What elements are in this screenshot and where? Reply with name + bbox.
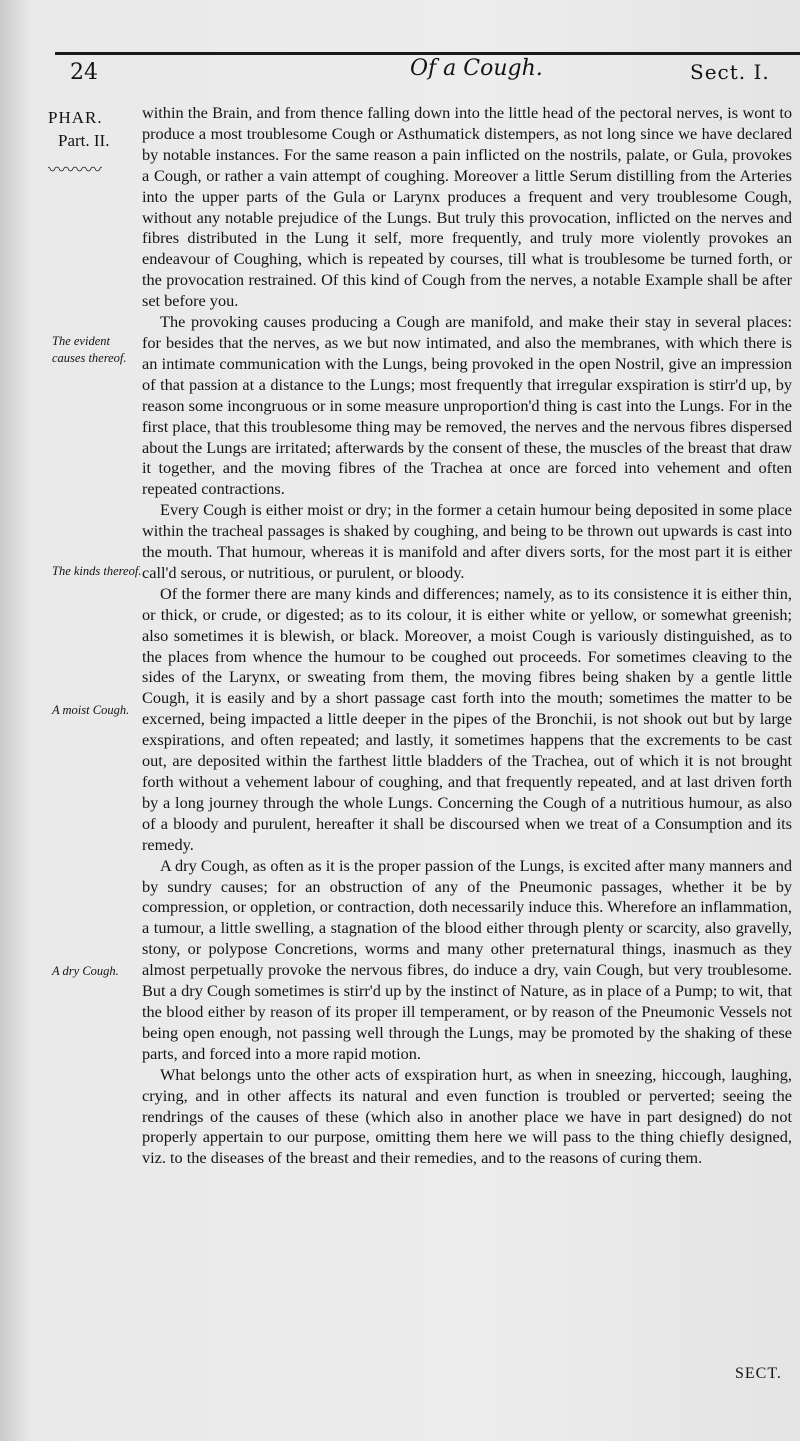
body-text — [142, 103, 792, 1169]
running-head: Of a Cough. — [410, 56, 543, 81]
margin-note-kinds: The kinds thereof. — [52, 564, 142, 578]
margin-note-dry-cough: A dry Cough. — [52, 964, 119, 978]
paragraph: within the Brain, and from thence falling down into the little head of the pectoral nerves, is wont to produce a most troublesome Cough or Asthumatick distempers, as not long since we have declared by notable instances. For the same reason a pain inflicted on the nostrils, palate, or Gula, provokes a Cough, or rather a vain attempt of coughing. Moreover a little Serum distilling from the Arteries into the upper parts of the Gula or Larynx produces a frequent and very troublesome Cough, without any notable prejudice of the Lungs. But truly this provocation, inflicted on the nerves and fibres distributed in the Lung it self, more frequently, and truly more violently provokes an endeavour of Coughing, which is repeated by courses, till what is troublesome be turned forth, or the provocation restrained. Of this kind of Cough from the nerves, a notable Example shall be after set before you. — [142, 103, 792, 311]
page-number: 24 — [70, 60, 98, 85]
section-heading: Sect. I. — [690, 60, 770, 84]
part-label: Part. II. — [58, 131, 110, 150]
paragraph: The provoking causes producing a Cough are manifold, and make their stay in several places: for besides that the nerves, as we but now intimated, and also the membranes, with which there is an intimate communication with the Lungs, being provoked in the open Nostril, give an impression of that passion at a distance to the Lungs; most frequently that irregular exspiration is stirr'd up, by reason some incongruous or in some measure unproportion'd thing is cast into the Lungs. For in the first place, that this troublesome thing may be removed, the nerves and the nervous fibres dispersed about the Lungs are irritated; afterwards by the consent of these, the muscles of the breast that draw it together, and the moving fibres of the Trachea at once are forced into vehement and often repeated contractions. — [142, 312, 792, 499]
paragraph: What belongs unto the other acts of exspiration hurt, as when in sneezing, hiccough, laughing, crying, and in other affects its natural and even function is troubled or perverted; seeing the rendrings of the causes of these (which also in another place we have in part designed) do not properly appertain to our purpose, omitting them here we will pass to the thing chiefly designed, viz. to the diseases of the breast and their remedies, and to the reasons of curing them. — [142, 1064, 792, 1168]
paragraph: Of the former there are many kinds and differences; namely, as to its consistence it is either thin, or thick, or crude, or digested; as to its colour, it is either white or yellow, or somewhat greenish; also sometimes it is blewish, or black. Moreover, a moist Cough is variously distinguished, as to the places from whence the humour to be coughed out proceeds. For sometimes cleaving to the sides of the Larynx, or sweating from them, the moving fibres being shaken by a gentle little Cough, it is easily and by a short passage cast forth into the mouth; sometimes the matter to be excerned, being impacted a little deeper in the pipes of the Bronchii, is not shook out but by large exspirations, and often repeated; and lastly, it sometimes happens that the excrements to be cast out, are deposited within the farthest little bladders of the Trachea, out of which it is not brought forth without a vehement labour of coughing, and that frequently repeated, and at last driven forth by a long journey through the whole Lungs. Concerning the Cough of a nutritious humour, as also of a bloody and purulent, hereafter it shall be discoursed when we treat of a Consumption and its remedy. — [142, 583, 792, 854]
pharmacy-label: PHAR. — [48, 108, 103, 127]
margin-note-moist-cough: A moist Cough. — [52, 703, 130, 717]
paragraph: Every Cough is either moist or dry; in the former a cetain humour being deposited in some place within the tracheal passages is shaked by coughing, and being to be thrown out upwards is cast into the mouth. That humour, whereas it is manifold and after divers sorts, for the most part it is either call'd serous, or nutritious, or purulent, or bloody. — [142, 500, 792, 582]
ornament: 〰〰〰 — [48, 160, 102, 180]
paragraph: A dry Cough, as often as it is the proper passion of the Lungs, is excited after many manners and by sundry causes; for an obstruction of any of the Pneumonic passages, whether it be by compression, or oppletion, or contraction, doth necessarily induce this. Wherefore an inflammation, a tumour, a little swelling, a stagnation of the blood either through plenty or scarcity, also gravelly, stony, or polypose Concretions, worms and many other preternatural things, inasmuch as they almost perpetually provoke the nervous fibres, do induce a dry, vain Cough, but very troublesome. But a dry Cough sometimes is stirr'd up by the instinct of Nature, as in place of a Pump; to wit, that the blood either by reason of its proper ill temperament, or by reason of the Pneumonic Vessels not being open enough, not passing well through the Lungs, may be promoted by the shaking of these parts, and forced into a more rapid motion. — [142, 855, 792, 1063]
catchword: SECT. — [735, 1365, 782, 1382]
header-rule — [55, 52, 800, 55]
margin-note-evident-causes: The evident causes thereof. — [52, 334, 127, 365]
